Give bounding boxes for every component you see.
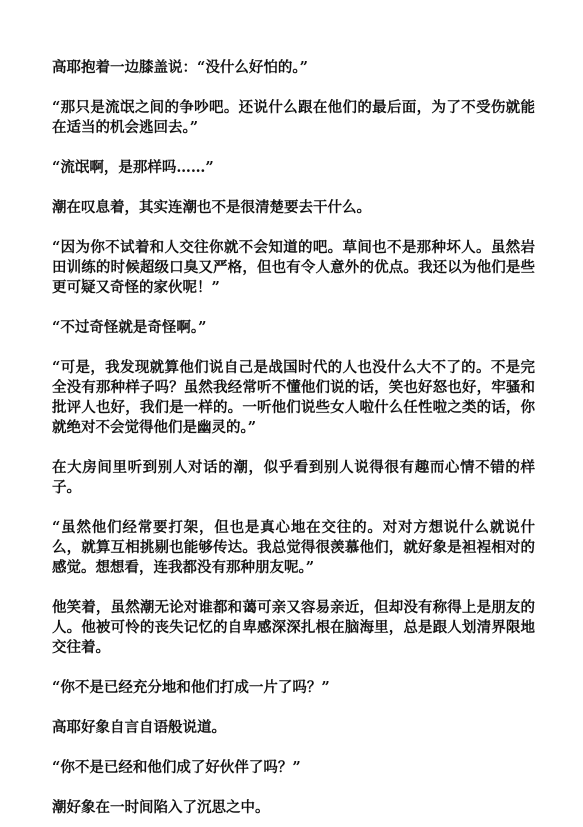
paragraph: “你不是已经和他们成了好伙伴了吗？” bbox=[52, 759, 301, 776]
paragraph: “虽然他们经常要打架，但也是真心地在交往的。对对方想说什么就说什么，就算互相挑剔也能够传达。我总觉得很羡慕他们，就好象是袒裎相对的感觉。想想看，连我都没有那种朋友呢。” bbox=[52, 519, 535, 576]
paragraph: 在大房间里听到别人对话的潮，似乎看到别人说得很有趣而心情不错的样子。 bbox=[52, 459, 535, 496]
paragraph: “不过奇怪就是奇怪啊。” bbox=[52, 319, 207, 336]
paragraph: “流氓啊，是那样吗……” bbox=[52, 159, 214, 176]
paragraph: “因为你不试着和人交往你就不会知道的吧。草间也不是那种坏人。虽然岩田训练的时候超级口臭又严格，但也有令人意外的优点。我还以为他们是些更可疑又奇怪的家伙呢！” bbox=[52, 239, 535, 296]
paragraph: “可是，我发现就算他们说自己是战国时代的人也没什么大不了的。不是完全没有那种样子吗？虽然我经常听不懂他们说的话，笑也好怒也好，牢骚和批评人也好，我们是一样的。一听他们说些女人啦什么任性啦之类的话，你就绝对不会觉得他们是幽灵的。” bbox=[52, 359, 535, 436]
paragraph: “你不是已经充分地和他们打成一片了吗？” bbox=[52, 679, 330, 696]
paragraph: “那只是流氓之间的争吵吧。还说什么跟在他们的最后面，为了不受伤就能在适当的机会逃回去。” bbox=[52, 99, 535, 136]
paragraph: 高耶好象自言自语般说道。 bbox=[52, 719, 226, 736]
paragraph: 潮在叹息着，其实连潮也不是很清楚要去干什么。 bbox=[52, 199, 371, 216]
paragraph: 高耶抱着一边膝盖说：“没什么好怕的。” bbox=[52, 59, 308, 76]
paragraph: 潮好象在一时间陷入了沉思之中。 bbox=[52, 799, 270, 816]
paragraph: 他笑着，虽然潮无论对谁都和蔼可亲又容易亲近，但却没有称得上是朋友的人。他被可怜的丧失记忆的自卑感深深扎根在脑海里，总是跟人划清界限地交往着。 bbox=[52, 599, 535, 656]
